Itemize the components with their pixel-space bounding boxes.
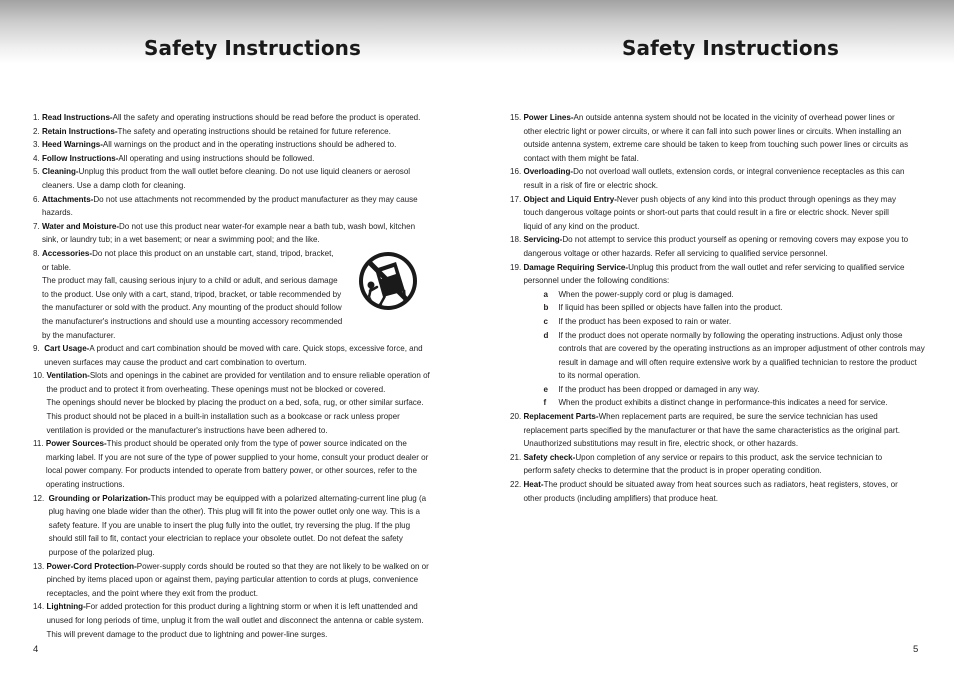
item-body (42, 125, 448, 139)
item-number: 18. (510, 235, 524, 245)
item-text: All operating and using instructions should be followed. (118, 153, 315, 163)
condition-line: If the product has been dropped or damaged in any way. (558, 384, 760, 394)
item-line (523, 165, 920, 179)
item-body (523, 451, 920, 478)
instruction-item (33, 111, 448, 125)
condition-letter: a (543, 289, 548, 299)
item-text: liquid of any kind on the product. (523, 221, 640, 231)
item-text: marking label. If you are not sure of the type of power supplied to your home, consult your product dealer or (45, 452, 429, 462)
item-text: A product and cart combination should be moved with care. Quick stops, excessive force, and (89, 344, 423, 354)
item-text: Unplug this product from the wall outlet and refer servicing to qualified service (628, 262, 905, 272)
item-text: pinched by items placed upon or against them, paying particular attention to cords at plugs, convenience (46, 575, 419, 585)
item-text: Do not use attachments not recommended by the product manufacturer as they may cause (93, 194, 418, 204)
item-line (46, 410, 448, 424)
item-line (46, 478, 448, 492)
item-line (42, 152, 448, 166)
condition-body (558, 288, 920, 302)
item-heading: Read Instructions- (41, 113, 113, 122)
item-text: purpose of the polarized plug. (48, 548, 155, 557)
item-number: 2. (33, 126, 42, 136)
item-body (42, 165, 448, 192)
item-line (46, 573, 448, 587)
condition-letter: d (543, 330, 549, 340)
item-body (46, 437, 448, 491)
item-text: This product should not be placed in a built-in installation such as a bookcase or rack unless proper (46, 412, 400, 422)
item-line (46, 464, 448, 478)
item-body (46, 600, 448, 641)
item-text: An outside antenna system should not be located in the vicinity of overhead power lines or (573, 113, 895, 122)
item-text: Unauthorized substitutions may result in fire, electric shock, or other hazards. (523, 439, 799, 449)
item-text: sink, or laundry tub; in a wet basement; or near a swimming pool; and the like. (41, 235, 320, 245)
condition-list (543, 288, 925, 410)
item-line (46, 369, 448, 383)
item-line (523, 424, 920, 438)
item-heading: Follow Instructions- (41, 153, 119, 163)
item-text: the product and to protect it from overheating. These openings must not be blocked or covered. (46, 384, 386, 394)
item-text: The openings should never be blocked by placing the product on a bed, sofa, rug, or other similar surface. (46, 398, 424, 408)
item-line (46, 614, 448, 628)
item-number: 3. (33, 140, 42, 150)
instruction-item (510, 451, 920, 478)
item-text: local power company. For products intended to operate from battery power, or other sources, refer to the (45, 466, 417, 476)
item-line (42, 315, 448, 329)
item-text: contact with them might be fatal. (523, 153, 639, 163)
item-text: dangerous voltage or other hazards. Refer all servicing to qualified service personnel. (523, 248, 828, 258)
item-line (49, 492, 448, 506)
instruction-item (33, 369, 448, 437)
item-heading: Overloading- (523, 167, 574, 177)
item-number: 20. (510, 412, 524, 422)
item-text: by the manufacturer. (41, 330, 116, 340)
item-line (523, 492, 920, 506)
item-body (42, 152, 448, 166)
item-text: should still fail to fit, contact your electrician to replace your obsolete outlet. Do not defeat the safety (48, 534, 403, 544)
instruction-item (510, 111, 920, 165)
condition-line: If the product has been exposed to rain or water. (558, 316, 732, 326)
item-number: 21. (510, 452, 524, 462)
condition-item (543, 396, 920, 410)
instruction-item (510, 261, 925, 411)
item-text: safety feature. If you are unable to insert the plug fully into the outlet, try reversing the plug. If the plug (48, 520, 411, 530)
condition-letter: f (543, 398, 547, 408)
item-number: 12. (33, 493, 49, 503)
instruction-item (33, 492, 448, 560)
condition-letter: b (543, 303, 549, 313)
item-number: 7. (33, 221, 42, 231)
item-text: or table. (41, 262, 72, 272)
item-line (49, 519, 448, 533)
item-number: 10. (33, 371, 47, 381)
item-line (523, 125, 920, 139)
item-text: other electric light or power circuits, or where it can fall into such power lines or circuits. When installing an (523, 126, 902, 136)
item-text: The safety and operating instructions should be retained for future reference. (117, 126, 391, 136)
page-title-left: Safety Instructions (144, 36, 362, 60)
item-line (42, 165, 448, 179)
item-heading: Damage Requiring Service- (523, 262, 629, 272)
item-heading: Power-Cord Protection- (46, 561, 137, 571)
instruction-item (33, 437, 448, 491)
item-body (44, 342, 448, 369)
item-text: ventilation is provided or the manufacturer's instructions have been adhered to. (46, 425, 328, 435)
item-text: The product may fall, causing serious injury to a child or adult, and serious damage (41, 276, 338, 286)
item-heading: Heed Warnings- (41, 140, 103, 150)
condition-body (558, 396, 920, 410)
condition-line: If liquid has been spilled or objects have fallen into the product. (558, 303, 783, 313)
item-line (46, 437, 448, 451)
item-text: uneven surfaces may cause the product and cart combination to overturn. (44, 357, 307, 367)
condition-line: result in damage and will often require extensive work by a qualified technician to restore the product (558, 357, 917, 367)
item-heading: Lightning- (46, 602, 86, 612)
item-line (42, 125, 448, 139)
item-line (42, 193, 448, 207)
page-number-left: 4 (33, 644, 39, 655)
item-line (42, 206, 448, 220)
item-line (42, 138, 448, 152)
left-instructions-list (33, 111, 448, 641)
item-text: operating instructions. (45, 480, 125, 490)
item-line (44, 356, 448, 370)
condition-line: controls that are covered by the operating instructions as an improper adjustment of other controls may (558, 344, 925, 354)
item-line (523, 478, 920, 492)
item-number: 14. (33, 602, 47, 612)
item-heading: Safety check- (523, 452, 576, 462)
item-text: This product should be operated only from the type of power source indicated on the (106, 439, 407, 449)
item-text: The product should be situated away from heat sources such as radiators, heat registers, stoves, or (543, 480, 898, 490)
item-line (523, 111, 920, 125)
item-line (523, 138, 920, 152)
instruction-item (510, 193, 920, 234)
item-body (46, 560, 448, 601)
page-title-right: Safety Instructions (622, 36, 840, 60)
item-body (523, 261, 925, 411)
item-body (523, 478, 920, 505)
condition-item (543, 301, 920, 315)
item-line (523, 410, 920, 424)
condition-letter: e (543, 384, 548, 394)
item-body (523, 410, 920, 451)
condition-item (543, 315, 920, 329)
item-body (523, 165, 920, 192)
item-line (42, 233, 448, 247)
item-line (42, 111, 448, 125)
instruction-item (33, 342, 448, 369)
item-text: the manufacturer or sold with the product. Any mounting of the product should follow (41, 303, 342, 313)
item-line (523, 220, 920, 234)
item-line (523, 233, 920, 247)
item-line (46, 451, 448, 465)
item-number: 1. (33, 113, 42, 122)
item-text: Do not overload wall outlets, extension cords, or integral convenience receptacles as this can (573, 167, 905, 177)
item-line (523, 206, 920, 220)
item-line (523, 152, 920, 166)
item-line (44, 342, 448, 356)
item-text: For added protection for this product during a lightning storm or when it is left unattended and (85, 602, 418, 612)
item-text: hazards. (41, 208, 73, 218)
condition-body (558, 301, 920, 315)
item-number: 6. (33, 194, 42, 204)
instruction-item (510, 165, 920, 192)
instruction-item (33, 138, 448, 152)
item-text: Power-supply cords should be routed so that they are not likely to be walked on or (136, 561, 429, 571)
condition-body (558, 383, 920, 397)
item-text: Do not use this product near water-for example near a bath tub, wash bowl, kitchen (119, 221, 416, 231)
item-body (46, 369, 448, 437)
item-text: All the safety and operating instructions should be read before the product is operated. (112, 113, 421, 122)
item-body (42, 220, 448, 247)
item-text: Upon completion of any service or repairs to this product, ask the service technician to (575, 452, 883, 462)
instruction-item (510, 478, 920, 505)
item-text: This will prevent damage to the product due to lightning and power-line surges. (46, 629, 328, 639)
item-number: 5. (33, 167, 42, 177)
item-body (42, 193, 448, 220)
item-text: perform safety checks to determine that the product is in proper operating condition. (523, 466, 822, 476)
item-heading: Power Lines- (523, 113, 574, 122)
item-heading: Replacement Parts- (523, 412, 599, 422)
item-number: 9. (33, 344, 45, 354)
item-heading: Servicing- (523, 235, 563, 245)
item-number: 15. (510, 113, 524, 122)
item-text: replacement parts specified by the manufacturer or that have the same characteristics as the original part. (523, 425, 901, 435)
item-line (42, 329, 448, 343)
item-number: 11. (33, 439, 46, 449)
instruction-item (33, 560, 448, 601)
item-heading: Accessories- (41, 248, 93, 258)
item-heading: Cleaning- (41, 167, 79, 177)
item-body (42, 138, 448, 152)
item-heading: Cart Usage- (44, 344, 90, 354)
item-body (523, 193, 920, 234)
item-line (523, 179, 920, 193)
item-text: Unplug this product from the wall outlet before cleaning. Do not use liquid cleaners or aerosol (78, 167, 411, 177)
condition-item (543, 329, 925, 383)
item-number: 16. (510, 167, 524, 177)
condition-line: When the power-supply cord or plug is damaged. (558, 289, 734, 299)
item-line (523, 247, 920, 261)
item-text: plug having one blade wider than the other). This plug will fit into the power outlet only one way. This is a (48, 507, 420, 517)
page-number-right: 5 (913, 644, 919, 655)
item-line (49, 532, 448, 546)
condition-body (558, 329, 924, 383)
item-text: unused for long periods of time, unplug it from the wall outlet and disconnect the antenna or cable system. (46, 615, 424, 625)
instruction-item (510, 410, 920, 451)
item-text: touch dangerous voltage points or short-out parts that could result in a fire or electric shock. Never spill (523, 208, 889, 218)
item-heading: Object and Liquid Entry- (523, 194, 617, 204)
item-number: 4. (33, 153, 42, 163)
item-heading: Retain Instructions- (41, 126, 118, 136)
item-line (46, 560, 448, 574)
condition-line: to its normal operation. (558, 371, 641, 381)
right-instructions-list (510, 111, 925, 505)
item-text: to the product. Use only with a cart, stand, tripod, bracket, or table recommended by (41, 289, 342, 299)
item-text: Never push objects of any kind into this product through openings as they may (616, 194, 896, 204)
item-body (523, 233, 920, 260)
item-number: 13. (33, 561, 47, 571)
item-line (46, 424, 448, 438)
item-number: 19. (510, 262, 524, 272)
condition-line: When the product exhibits a distinct change in performance-this indicates a need for service. (558, 398, 888, 408)
instruction-item (510, 233, 920, 260)
item-heading: Water and Moisture- (41, 221, 119, 231)
item-text: the manufacturer's instructions and should use a mounting accessory recommended (41, 316, 343, 326)
condition-item (543, 288, 920, 302)
condition-body (558, 315, 920, 329)
item-heading: Attachments- (41, 194, 94, 204)
item-heading: Heat- (523, 480, 544, 490)
condition-letter: c (543, 316, 548, 326)
item-body (49, 492, 448, 560)
item-line (46, 587, 448, 601)
condition-item (543, 383, 920, 397)
instruction-item (33, 600, 448, 641)
item-number: 17. (510, 194, 524, 204)
item-text: personnel under the following conditions: (523, 276, 670, 286)
item-text: outside antenna system, extreme care should be taken to keep from touching such power lines or circuits as (523, 140, 909, 150)
item-line (523, 451, 920, 465)
item-text: cleaners. Use a damp cloth for cleaning. (41, 180, 186, 190)
item-text: All warnings on the product and in the operating instructions should be adhered to. (102, 140, 397, 150)
condition-line: If the product does not operate normally by following the operating instructions. Adjust only those (558, 330, 903, 340)
item-text: receptacles, and the point where they exit from the product. (46, 588, 259, 598)
item-line (42, 220, 448, 234)
instruction-item (33, 152, 448, 166)
item-text: Do not place this product on an unstable cart, stand, tripod, bracket, (92, 248, 334, 258)
item-body (42, 111, 448, 125)
item-line (46, 396, 448, 410)
item-heading: Grounding or Polarization- (48, 493, 151, 503)
item-text: When replacement parts are required, be sure the service technician has used (598, 412, 878, 422)
item-heading: Ventilation- (46, 371, 90, 381)
item-line (49, 505, 448, 519)
item-text: other products (including amplifiers) that produce heat. (523, 493, 719, 503)
item-line (523, 274, 920, 288)
item-number: 8. (33, 248, 42, 258)
instruction-item (33, 165, 448, 192)
item-heading: Power Sources- (45, 439, 107, 449)
cart-tip-over-warning-icon (358, 249, 418, 313)
item-line (46, 628, 448, 642)
item-line (46, 383, 448, 397)
item-line (523, 437, 920, 451)
instruction-item (33, 193, 448, 220)
item-line (46, 600, 448, 614)
instruction-item (33, 125, 448, 139)
item-line (523, 193, 920, 207)
item-text: Do not attempt to service this product yourself as opening or removing covers may expose you to (562, 235, 909, 245)
instruction-item (33, 220, 448, 247)
item-line (42, 179, 448, 193)
item-line (523, 464, 920, 478)
item-body (523, 111, 920, 165)
item-number: 22. (510, 480, 524, 490)
item-text: Slots and openings in the cabinet are provided for ventilation and to ensure reliable operation of (89, 371, 430, 381)
item-line (523, 261, 920, 275)
item-text: result in a risk of fire or electric shock. (523, 180, 659, 190)
item-line (49, 546, 448, 560)
item-text: This product may be equipped with a polarized alternating-current line plug (a (150, 493, 427, 503)
